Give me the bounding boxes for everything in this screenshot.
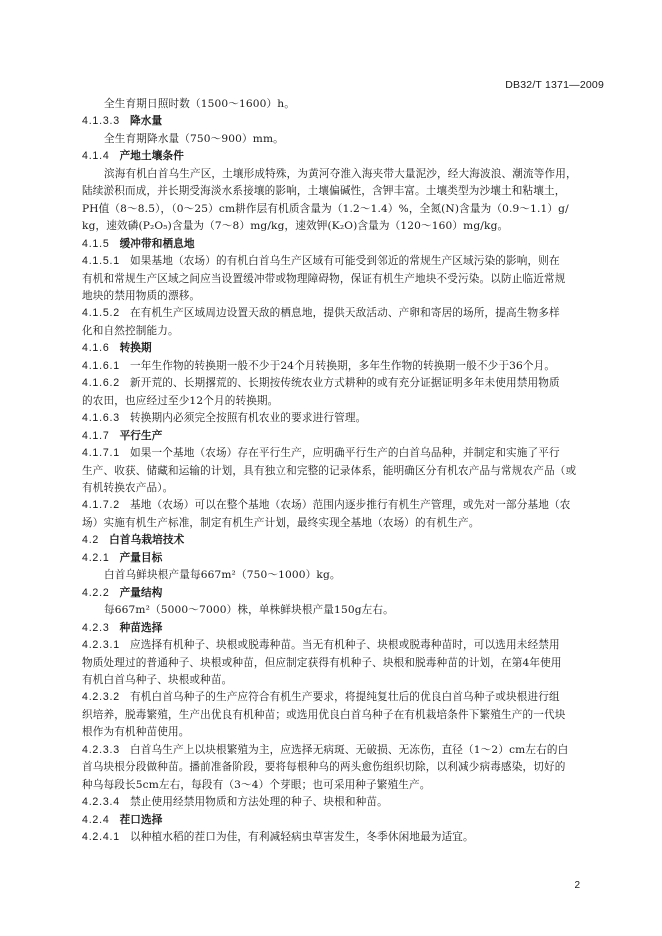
- section-title: 转换期: [119, 342, 152, 355]
- section-title: 产地土壤条件: [119, 150, 185, 163]
- section-number: 4.1.5: [82, 237, 110, 250]
- section-heading: [82, 428, 602, 445]
- section-heading: [82, 585, 602, 602]
- text-line: 有机白首乌种子、块根或种苗。: [82, 673, 233, 686]
- section-title: 种苗选择: [119, 621, 163, 634]
- section-title: 茬口选择: [119, 813, 163, 826]
- section-number: 4.2.2: [82, 586, 110, 599]
- text-line: 每667m²（5000～7000）株，单株鲜块根产量150g左右。: [104, 604, 394, 617]
- section-heading: [82, 532, 602, 549]
- text-line: 全生育期降水量（750～900）mm。: [104, 132, 284, 145]
- text-line: 全生育期日照时数（1500～1600）h。: [104, 98, 296, 110]
- text-line: 织培养，脱毒繁殖，生产出优良有机种苗；或选用优良白首乌种子在有机栽培条件下繁殖生产的一代块: [82, 708, 566, 721]
- section-number: 4.2.4: [82, 813, 110, 826]
- text-line: 根作为有机种苗使用。: [82, 726, 190, 739]
- clause-line: [82, 305, 602, 322]
- section-heading: [82, 113, 602, 130]
- clause-number: 4.1.5.2: [82, 307, 120, 320]
- section-heading: [82, 340, 602, 357]
- clause-number: 4.2.3.2: [82, 691, 120, 704]
- text-line: 白首乌鲜块根产量每667m²（750～1000）kg。: [104, 569, 341, 582]
- text-line: 种乌每段长5cm左右，每段有（3～4）个芽眼；也可采用种子繁殖生产。: [82, 778, 431, 791]
- text-line: PH值（8～8.5），（0～25）cm耕作层有机质含量为（1.2～1.4）%，全氮(N)含量为（0.9～1.1）g/: [82, 202, 569, 215]
- clause-line: [82, 445, 602, 462]
- clause-line: [82, 742, 602, 759]
- clause-line: [82, 358, 602, 375]
- clause-line: [82, 689, 602, 706]
- clause-text: 有机白首乌种子的生产应符合有机生产要求，将提纯复壮后的优良白首乌种子或块根进行组: [130, 691, 560, 704]
- clause-text: 在有机生产区域周边设置天敌的栖息地，提供天敌活动、产卵和寄居的场所，提高生物多样: [130, 307, 560, 320]
- section-heading: [82, 620, 602, 637]
- text-line: 有机和常规生产区域之间应当设置缓冲带或物理障碍物，保证有机生产地块不受污染。以防止临近常规: [82, 272, 566, 285]
- clause-text: 应选择有机种子、块根或脱毒种苗。当无有机种子、块根或脱毒种苗时，可以选用未经禁用: [130, 639, 560, 652]
- clause-line: [82, 253, 602, 270]
- text-line: 有机转换农产品）。: [82, 481, 174, 494]
- clause-line: [82, 637, 602, 654]
- clause-number: 4.1.6.2: [82, 377, 120, 390]
- section-number: 4.1.7: [82, 429, 110, 442]
- clause-number: 4.2.3.1: [82, 639, 120, 652]
- document-body: [82, 96, 602, 846]
- clause-number: 4.2.3.4: [82, 796, 120, 809]
- section-number: 4.1.3.3: [82, 115, 120, 128]
- section-number: 4.1.4: [82, 150, 110, 163]
- text-line: 地块的禁用物质的漂移。: [82, 289, 201, 302]
- section-title: 缓冲带和栖息地: [119, 237, 195, 250]
- clause-text: 白首乌生产上以块根繁殖为主，应选择无病斑、无破损、无冻伤，直径（1～2）cm左右的白: [130, 743, 569, 756]
- clause-text: 基地（农场）可以在整个基地（农场）范围内逐步推行有机生产管理，或先对一部分基地（农: [130, 499, 571, 512]
- text-line: 滨海有机白首乌生产区，土壤形成特殊，为黄河夺淮入海夹带大量泥沙，经大海波浪、潮流等作用，: [104, 167, 577, 180]
- clause-number: 4.2.4.1: [82, 831, 120, 844]
- clause-line: [82, 829, 602, 846]
- clause-text: 转换期内必须完全按照有机农业的要求进行管理。: [130, 412, 367, 425]
- clause-number: 4.1.6.3: [82, 412, 120, 425]
- section-title: 产量结构: [119, 586, 163, 599]
- clause-line: [82, 497, 602, 514]
- clause-number: 4.1.7.1: [82, 447, 120, 460]
- clause-number: 4.1.5.1: [82, 255, 120, 268]
- text-line: 物质处理过的普通种子、块根或种苗，但应制定获得有机种子、块根和脱毒种苗的计划，在第4年使用: [82, 656, 562, 669]
- section-number: 4.2: [82, 534, 100, 547]
- section-heading: [82, 812, 602, 829]
- section-title: 产量目标: [119, 551, 163, 564]
- section-title: 平行生产: [119, 429, 163, 442]
- clause-line: [82, 794, 602, 811]
- section-number: 4.2.1: [82, 551, 110, 564]
- clause-text: 新开荒的、长期撂荒的、长期按传统农业方式耕种的或有充分证据证明多年未使用禁用物质: [130, 377, 560, 390]
- clause-number: 4.1.7.2: [82, 499, 120, 512]
- section-heading: [82, 148, 602, 165]
- clause-text: 如果基地（农场）的有机白首乌生产区域有可能受到邻近的常规生产区域污染的影响，则在: [130, 255, 560, 268]
- section-number: 4.1.6: [82, 342, 110, 355]
- text-line: 的农田，也应经过至少12个月的转换期。: [82, 394, 279, 407]
- clause-number: 4.2.3.3: [82, 743, 120, 756]
- section-heading: [82, 550, 602, 567]
- section-title: 降水量: [130, 115, 163, 128]
- clause-text: 如果一个基地（农场）存在平行生产，应明确平行生产的白首乌品种，并制定和实施了平行: [130, 447, 560, 460]
- section-title: 白首乌栽培技术: [109, 534, 185, 547]
- text-line: 陆续淤积而成，并长期受海淡水系接壤的影响，土壤偏碱性，含钾丰富。土壤类型为沙壤土和粘壤土，: [82, 185, 566, 198]
- standard-code: DB32/T 1371—2009: [505, 79, 604, 91]
- page-number: 2: [574, 880, 580, 891]
- section-heading: [82, 236, 602, 253]
- clause-line: [82, 410, 602, 427]
- text-line: kg，速效磷(P₂O₅)含量为（7～8）mg/kg，速效钾(K₂O)含量为（120～160）mg/kg。: [82, 220, 509, 233]
- text-line: 生产、收获、储藏和运输的计划，具有独立和完整的记录体系，能明确区分有机农产品与常规农产品（或: [82, 464, 577, 477]
- clause-text: 禁止使用经禁用物质和方法处理的种子、块根和种苗。: [130, 796, 388, 809]
- clause-text: 以种植水稻的茬口为佳，有利减轻病虫草害发生，冬季休闲地最为适宜。: [130, 831, 474, 844]
- text-line: 首乌块根分段做种苗。播前准备阶段，要将每根种乌的两头愈伤组织切除，以利减少病毒感染，切好的: [82, 761, 566, 774]
- section-number: 4.2.3: [82, 621, 110, 634]
- text-line: 化和自然控制能力。: [82, 324, 179, 337]
- clause-line: [82, 375, 602, 392]
- clause-number: 4.1.6.1: [82, 359, 120, 372]
- clause-text: 一年生作物的转换期一般不少于24个月转换期，多年生作物的转换期一般不少于36个月。: [130, 359, 556, 372]
- text-line: 场）实施有机生产标准，制定有机生产计划，最终实现全基地（农场）的有机生产。: [82, 516, 480, 529]
